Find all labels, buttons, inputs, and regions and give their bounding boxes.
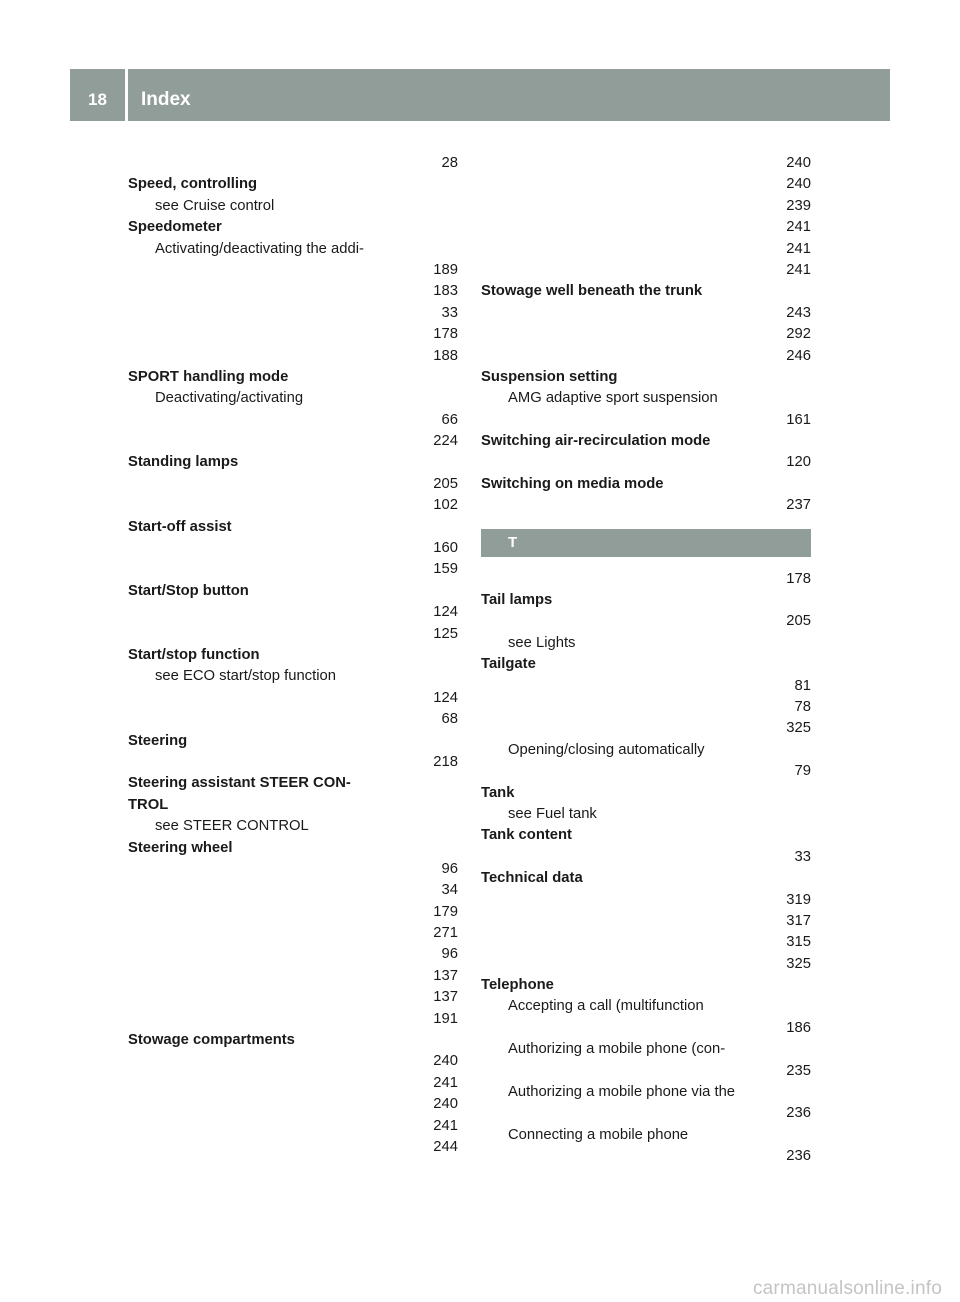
entry-label: see STEER CONTROL [155,818,309,835]
page-reference: 241 [786,219,811,236]
index-subentry [128,474,458,495]
index-subentry [481,676,811,697]
index-subentry [128,602,458,623]
index-subentry [481,996,811,1017]
page-reference: 33 [441,304,458,321]
page-reference: 188 [433,347,458,364]
page-reference: 66 [441,411,458,428]
entry-label: Steering [128,732,188,749]
index-subentry [481,1039,811,1060]
page-reference: 179 [433,903,458,920]
page-reference: 102 [433,497,458,514]
page-reference: 205 [786,613,811,630]
entry-label: Telephone [481,977,554,994]
header-divider [125,69,128,121]
entry-label: SPORT handling mode [128,368,289,385]
page-reference: 191 [433,1010,458,1027]
index-subentry [481,1103,811,1124]
page-reference: 186 [786,1019,811,1036]
index-subentry [481,1061,811,1082]
index-entry [481,346,811,367]
page-reference: 68 [441,711,458,728]
page-reference: 34 [441,882,458,899]
index-entry [481,324,811,345]
entry-label: AMG adaptive sport suspension [508,390,718,407]
index-subentry [481,633,811,654]
entry-label: Suspension setting [481,368,618,385]
page-reference: 78 [794,698,811,715]
index-subentry [128,410,458,431]
index-entry [481,431,811,452]
index-subentry [128,260,458,281]
page-reference: 178 [433,326,458,343]
index-entry [481,303,811,324]
entry-label: Steering assistant STEER CON- [128,775,351,792]
index-entry [481,975,811,996]
page-reference: 137 [433,989,458,1006]
index-subentry [481,890,811,911]
page-reference: 79 [794,763,811,780]
index-entry [481,783,811,804]
page-number: 18 [88,90,107,109]
page-reference: 224 [433,433,458,450]
entry-label: Deactivating/activating [155,390,304,407]
index-subentry [481,718,811,739]
index-subentry [128,816,458,837]
page-reference: 325 [786,955,811,972]
entry-label: Opening/closing automatically [508,741,705,758]
index-subentry [128,666,458,687]
page-reference: 161 [786,411,811,428]
page-reference: 235 [786,1062,811,1079]
index-subentry [128,902,458,923]
index-entry [128,153,458,174]
page-reference: 292 [786,326,811,343]
page-reference: 240 [433,1096,458,1113]
page-header [70,69,890,121]
index-subentry [128,431,458,452]
page-reference: 240 [786,176,811,193]
index-entry [481,569,811,590]
index-entry [128,1009,458,1030]
index-subentry [481,804,811,825]
entry-label: Start/Stop button [128,582,249,599]
page-reference: 137 [433,967,458,984]
page-reference: 236 [786,1105,811,1122]
index-subentry [128,303,458,324]
index-subentry [481,217,811,238]
page-reference: 271 [433,925,458,942]
index-entry [481,654,811,675]
index-entry [128,174,458,195]
page-reference: 28 [441,155,458,171]
page-reference: 241 [433,1074,458,1091]
page-reference: 315 [786,934,811,951]
index-entry [128,645,458,666]
entry-label: Start-off assist [128,518,232,535]
index-subentry [128,880,458,901]
page-reference: 236 [786,1148,811,1165]
index-subentry [128,495,458,516]
index-subentry [481,697,811,718]
index-entry [128,517,458,538]
page-title: Index [141,89,191,110]
entry-label: Tailgate [481,656,536,673]
page-reference: 240 [786,155,811,171]
entry-label: Accepting a call (multifunction [508,998,704,1015]
index-subentry [481,911,811,932]
section-letter-header: T [481,529,811,557]
index-subentry [128,1137,458,1158]
index-subentry [128,239,458,260]
index-subentry [481,153,811,174]
index-subentry [128,1073,458,1094]
index-entry [128,709,458,730]
page-reference: 81 [794,677,811,694]
page-reference: 159 [433,561,458,578]
page-reference: 33 [794,848,811,865]
page-reference: 246 [786,347,811,364]
entry-label: Tank content [481,827,572,844]
entry-label: Connecting a mobile phone [508,1126,689,1143]
page-reference: 160 [433,540,458,557]
index-entry [128,1030,458,1051]
index-subentry [128,1094,458,1115]
index-subentry [128,1116,458,1137]
page-reference: 317 [786,912,811,929]
page-reference: 96 [441,860,458,877]
index-subentry [128,966,458,987]
index-subentry [481,239,811,260]
page-reference: 244 [433,1138,458,1155]
entry-label: Switching on media mode [481,475,664,492]
page-reference: 243 [786,304,811,321]
page-reference: 240 [433,1053,458,1070]
entry-label: Authorizing a mobile phone (con- [508,1041,726,1058]
entry-label: Speed, controlling [128,176,258,193]
entry-label: Switching air-recirculation mode [481,433,711,450]
entry-label: Stowage well beneath the trunk [481,283,703,300]
index-subentry [481,611,811,632]
index-entry [481,868,811,889]
index-subentry [128,1051,458,1072]
index-subentry [481,1146,811,1167]
page-reference: 96 [441,946,458,963]
index-subentry [128,196,458,217]
entry-label: Technical data [481,870,583,887]
index-subentry [128,624,458,645]
index-entry [128,987,458,1008]
page-reference: 189 [433,261,458,278]
page-reference: 125 [433,625,458,642]
page-reference: 205 [433,475,458,492]
index-subentry [481,410,811,431]
index-subentry [481,761,811,782]
index-entry [128,452,458,473]
index-subentry [128,324,458,345]
index-subentry [128,923,458,944]
index-subentry [481,495,811,516]
entry-label: TROL [128,796,169,813]
index-entry [481,825,811,846]
index-subentry [481,1082,811,1103]
index-entry [481,260,811,281]
index-entry [128,581,458,602]
index-entry [481,474,811,495]
index-entry [128,731,458,752]
index-entry [128,795,458,816]
index-subentry [481,954,811,975]
index-column-right [481,153,811,1168]
page-reference: 241 [786,261,811,278]
page-reference: 124 [433,604,458,621]
entry-label: see Lights [508,634,576,651]
page-reference: 183 [433,283,458,300]
entry-label: Start/stop function [128,646,260,663]
index-subentry [481,1018,811,1039]
page-reference: 124 [433,689,458,706]
index-subentry [481,932,811,953]
index-column-left [128,153,458,1158]
index-entry [128,838,458,859]
entry-label: see Fuel tank [508,805,597,822]
entry-label: see Cruise control [155,197,275,214]
page-reference: 237 [786,497,811,514]
index-subentry [128,346,458,367]
page-reference: 218 [433,753,458,770]
watermark: carmanualsonline.info [752,1278,942,1299]
entry-label: Activating/deactivating the addi- [155,240,364,257]
index-subentry [481,847,811,868]
entry-label: Standing lamps [128,454,239,471]
index-entry [481,590,811,611]
entry-label: Speedometer [128,219,222,236]
entry-label: Authorizing a mobile phone via the [508,1084,736,1101]
index-subentry [481,196,811,217]
index-entry [128,217,458,238]
index-subentry [128,752,458,773]
index-subentry [128,538,458,559]
entry-label: Stowage compartments [128,1032,295,1049]
index-entry [481,281,811,302]
page-reference: 325 [786,720,811,737]
index-subentry [128,859,458,880]
index-entry [128,773,458,794]
entry-label: Tank [481,784,515,801]
index-subentry [128,559,458,580]
page-reference: 178 [786,570,811,587]
entry-label: Tail lamps [481,592,553,609]
entry-label: see ECO start/stop function [155,668,336,685]
index-subentry [128,944,458,965]
page-reference: 319 [786,891,811,908]
index-entry [481,452,811,473]
entry-label: Steering wheel [128,839,233,856]
index-subentry [481,388,811,409]
index-subentry [128,281,458,302]
page-reference: 239 [786,197,811,214]
index-entry [128,367,458,388]
index-entry [481,367,811,388]
index-subentry [481,174,811,195]
index-subentry [481,1125,811,1146]
page-reference: 241 [433,1117,458,1134]
index-entry [128,688,458,709]
index-subentry [481,740,811,761]
page-reference: 241 [786,240,811,257]
page-reference: 120 [786,454,811,471]
index-subentry [128,388,458,409]
